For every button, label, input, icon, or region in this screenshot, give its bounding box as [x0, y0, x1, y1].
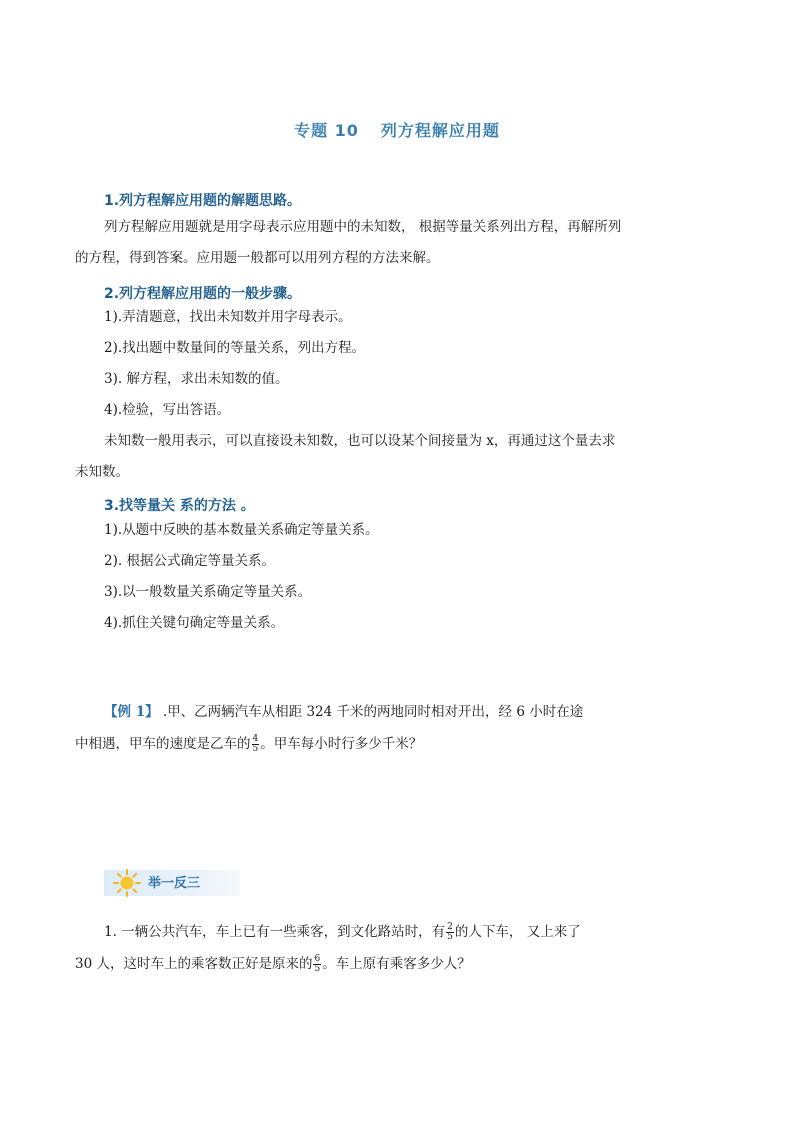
practice-q1-line1	[104, 922, 581, 942]
section1-heading: 1.列方程解应用题的解题思路。	[104, 193, 302, 209]
section3-method-3: 3).以一般数量关系确定等量关系。	[104, 584, 312, 600]
section2-step-2: 2).找出题中数量间的等量关系，列出方程。	[104, 340, 366, 356]
section3-heading: 3.找等量关 系的方法 。	[104, 498, 255, 514]
section2-step-3: 3). 解方程，求出未知数的值。	[104, 371, 289, 387]
section3-method-4: 4).抓住关键句确定等量关系。	[104, 615, 285, 631]
fraction-denominator: 5	[252, 744, 259, 754]
q1-text2a: 30 人，这时车上的乘客数正好是原来的	[75, 956, 313, 972]
example1-line2	[75, 734, 422, 754]
example1-text1: .甲、乙两辆汽车从相距 324 千米的两地同时相对开出，经 6 小时在途	[158, 704, 584, 720]
fraction-numerator: 6	[314, 954, 321, 964]
fraction-numerator: 2	[447, 922, 453, 932]
section1-line1: 列方程解应用题就是用字母表示应用题中的未知数， 根据等量关系列出方程，再解所列	[104, 219, 622, 235]
section2-step-1: 1).弄清题意，找出未知数并用字母表示。	[104, 309, 352, 325]
section2-note-line2: 未知数。	[75, 464, 129, 480]
q1-fraction-2	[313, 955, 321, 974]
q1-fraction-1	[446, 923, 454, 942]
section2-note-line1: 未知数一般用表示，可以直接设未知数，也可以设某个间接量为 x，再通过这个量去求	[104, 433, 616, 449]
example1-text2b: 。甲车每小时行多少千米？	[260, 736, 423, 752]
fraction-denominator: 5	[314, 964, 321, 974]
section2-step-4: 4).检验，写出答语。	[104, 402, 231, 418]
example1-text2a: 中相遇，甲车的速度是乙车的	[75, 736, 251, 752]
example1-fraction	[252, 735, 260, 754]
section2-heading: 2.列方程解应用题的一般步骤。	[104, 286, 302, 302]
section1-line2: 的方程，得到答案。应用题一般都可以用列方程的方法来解。	[75, 250, 440, 266]
title-prefix: 专题 10	[294, 121, 359, 140]
practice-title: 举一反三	[148, 876, 201, 891]
fraction-denominator: 5	[447, 932, 453, 942]
page-title	[0, 118, 794, 141]
sun-icon	[112, 868, 142, 898]
section3-method-2: 2). 根据公式确定等量关系。	[104, 553, 275, 569]
title-main: 列方程解应用题	[380, 121, 500, 140]
fraction-numerator: 4	[252, 734, 259, 744]
example1-tag: 【例 1】	[104, 704, 159, 720]
practice-q1-line2	[75, 954, 471, 974]
example1-line1	[104, 702, 583, 722]
q1-text2b: 。车上原有乘客多少人？	[322, 956, 471, 972]
q1-text1a: 1. 一辆公共汽车，车上已有一些乘客，到文化路站时，有	[104, 924, 446, 940]
q1-text1b: 的人下车， 又上来了	[454, 924, 581, 940]
section3-method-1: 1).从题中反映的基本数量关系确定等量关系。	[104, 522, 379, 538]
